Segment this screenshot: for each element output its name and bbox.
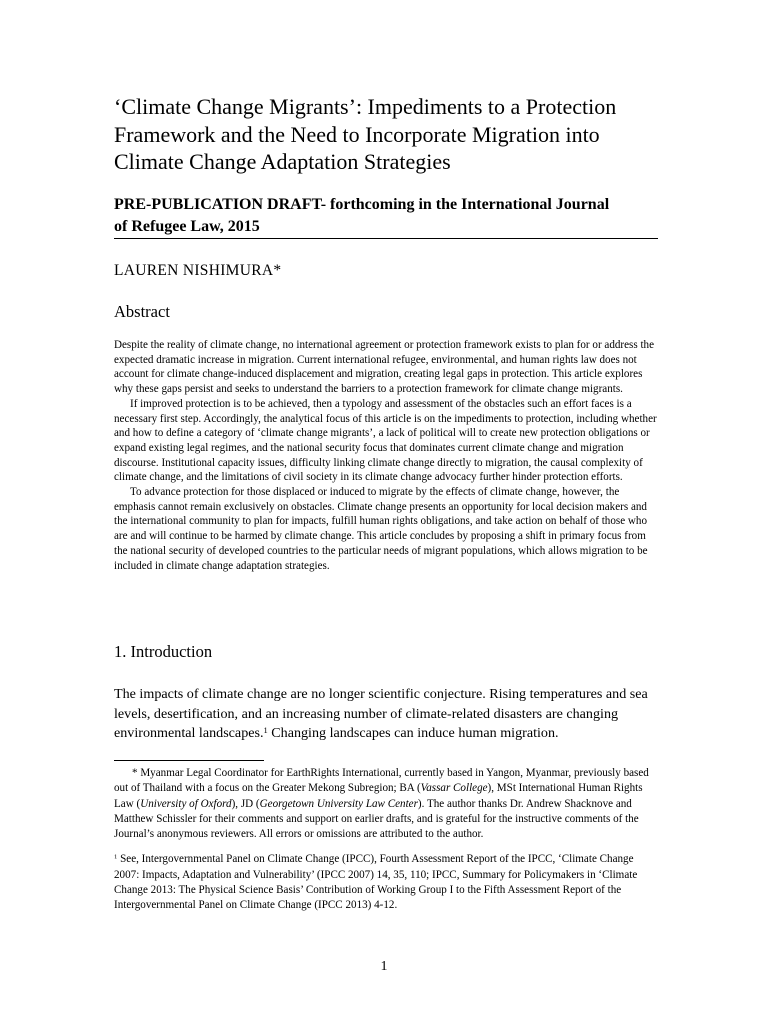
- footnote-text: See, Intergovernmental Panel on Climate Change (IPCC), Fourth Assessment Report of the IPCC, ‘Climate Change 2007: Impacts, Adaptation and Vulnerability’ (IPCC 2007) 14, 35, 110; IPCC, Summary for Policymakers in ‘Climate Change 2013: The Physical Science Basis’ Contribution of Working Group I to the Fifth Assessment Report of the Intergovernmental Panel on Climate Change (IPCC 2013) 4-12.: [114, 853, 638, 912]
- introduction-paragraph: [114, 685, 660, 744]
- footnote-institution: Vassar College: [420, 782, 488, 795]
- publication-status: PRE-PUBLICATION DRAFT- forthcoming in the International Journal of Refugee Law, 2015: [114, 196, 610, 235]
- footnote-marker: 1: [114, 854, 118, 862]
- footnote-institution: University of Oxford: [140, 797, 232, 810]
- footnote-1: [114, 852, 658, 913]
- introduction-text: The impacts of climate change are no longer scientific conjecture. Rising temperatures and sea levels, desertification, and an increasing number of climate-related disasters are changing environmental landscapes.: [114, 686, 648, 741]
- footnote-author: [114, 766, 658, 842]
- page-number: 1: [380, 959, 388, 974]
- footnote-text: ), MSt International Human Rights Law (: [114, 782, 643, 810]
- paper-title: ‘Climate Change Migrants’: Impediments to a Protection Framework and the Need to Incorporate Migration into Climate Change Adaptation Strategies: [114, 94, 617, 174]
- author-name: LAUREN NISHIMURA*: [114, 262, 282, 279]
- footnote-institution: Georgetown University Law Center: [259, 797, 418, 810]
- footnote-text: ), JD (: [231, 797, 260, 810]
- section-heading-introduction: 1. Introduction: [114, 642, 213, 661]
- abstract-paragraph: To advance protection for those displaced or induced to migrate by the effects of climate change, however, the emphasis cannot remain exclusively on obstacles. Climate change presents an opportunity for local decision makers and the international community to plan for impacts, fulfill human rights obligations, and take action on behalf of those who are and will continue to be harmed by climate change. This article concludes by proposing a shift in primary focus from the national security of developed countries to the particular needs of migrant populations, which allows migration to be included in climate change adaptation strategies.: [114, 486, 648, 572]
- abstract-paragraph: Despite the reality of climate change, no international agreement or protection framework exists to plan for or address the expected dramatic increase in migration. Current international refugee, environmental, and human rights law does not account for climate change-induced displacement and migration, creating legal gaps in protection. This article explores why these gaps persist and seeks to understand the barriers to a protection framework for climate change migrants.: [114, 339, 655, 396]
- title-divider: [114, 238, 658, 239]
- footnote-text: ). The author thanks Dr. Andrew Shacknove and Matthew Schissler for their comments and support on earlier drafts, and is grateful for the instructive comments of the Journal’s anonymous reviewers. All errors or omissions are attributed to the author.: [114, 797, 639, 841]
- footnote-text: * Myanmar Legal Coordinator for EarthRights International, currently based in Yangon, Myanmar, previously based out of Thailand with a focus on the Greater Mekong Subregion; BA (: [114, 767, 649, 795]
- footnotes: [114, 766, 658, 914]
- abstract-paragraph: If improved protection is to be achieved, then a typology and assessment of the obstacles such an effort faces is a necessary first step. Accordingly, the analytical focus of this article is on the impediments to protection, including whether and how to define a category of ‘climate change migrants’, a lack of political will to create new protection obligations or expand existing legal regimes, and the national security focus that dominates current climate change and migration discourse. Institutional capacity issues, difficulty linking climate change directly to migration, the causal complexity of climate change, and the limitations of civil society in its climate change advocacy further hinder protection efforts.: [114, 397, 657, 484]
- abstract-body: [114, 338, 660, 573]
- abstract-heading: Abstract: [114, 302, 170, 321]
- introduction-text-continued: Changing landscapes can induce human migration.: [267, 725, 559, 741]
- footnote-reference[interactable]: 1: [263, 724, 268, 735]
- footnote-separator: [114, 760, 264, 761]
